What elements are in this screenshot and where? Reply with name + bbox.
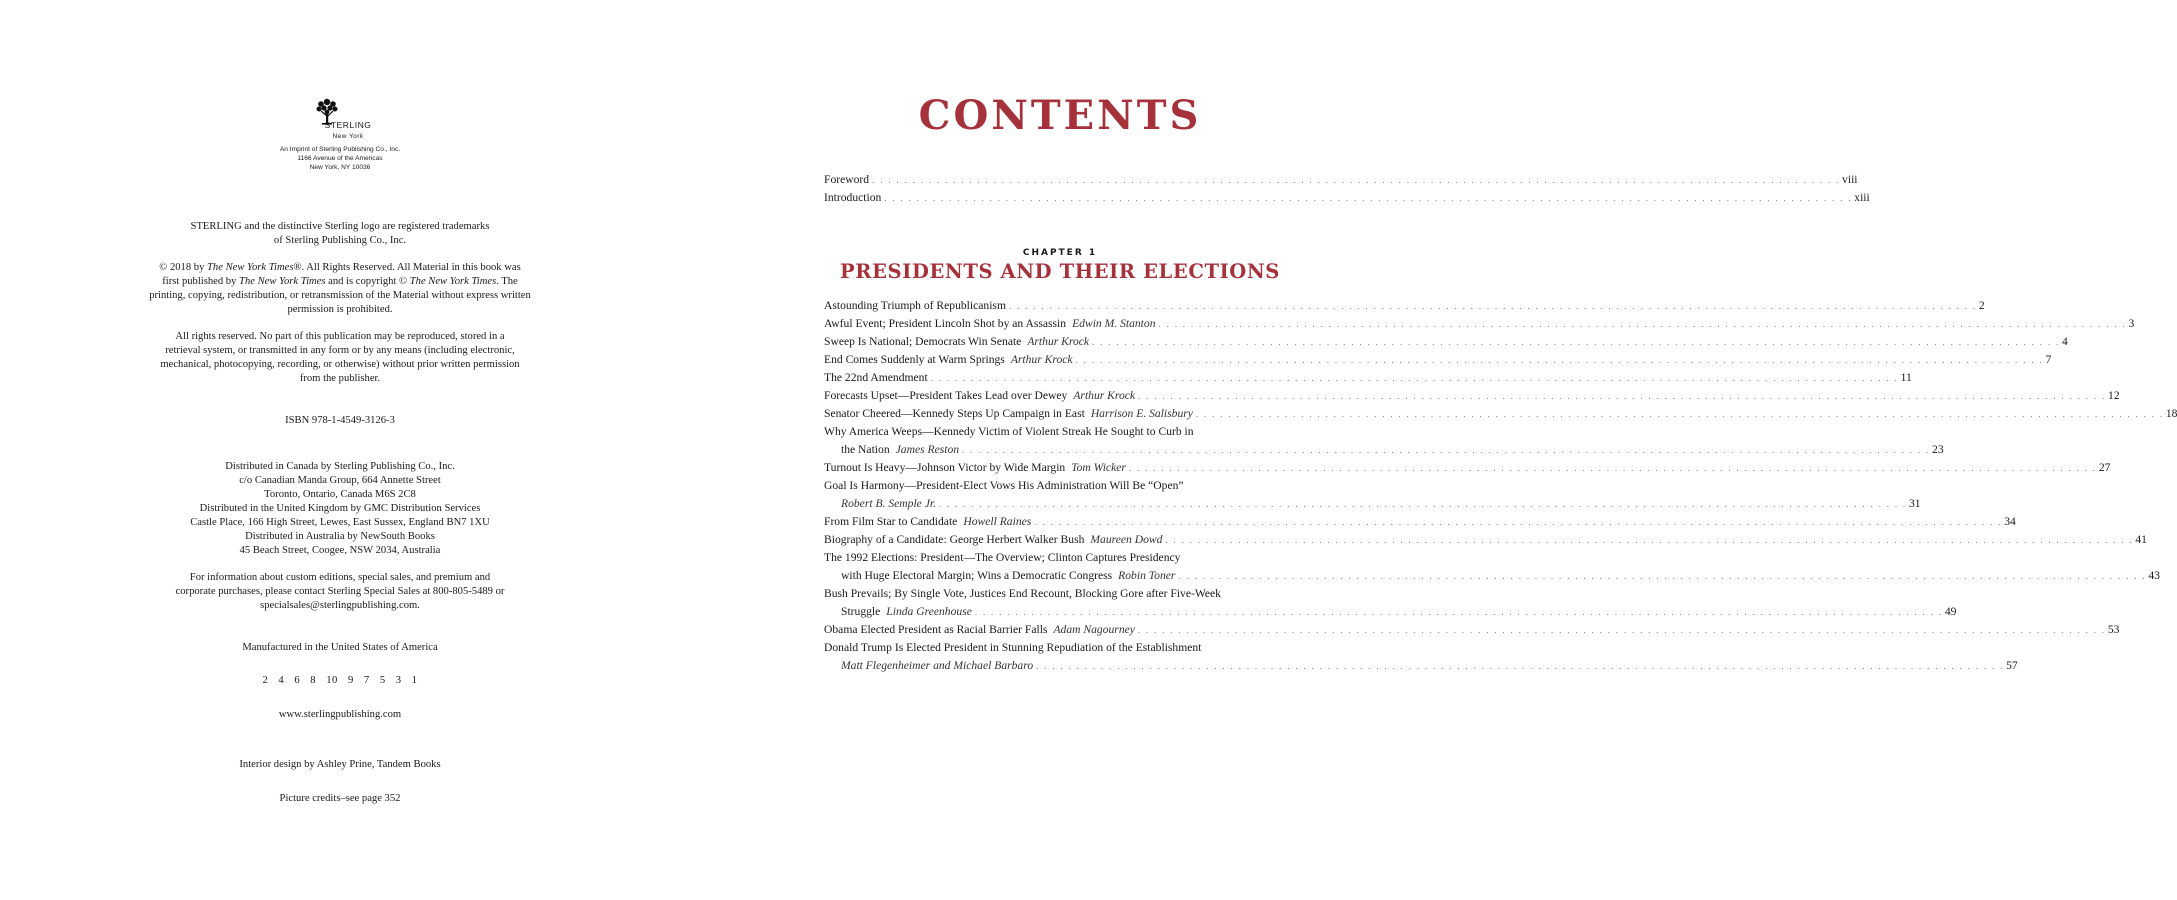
toc-entry-page: 27 — [2098, 461, 2111, 474]
copyright-line: first published by The New York Times and is copyright © The New York Times. The — [162, 276, 518, 287]
toc-entry-title: Why America Weeps—Kennedy Victim of Violent Streak He Sought to Curb in — [824, 425, 1194, 438]
toc-entry-author: Maureen Dowd — [1090, 533, 1163, 546]
toc-entry-title: Forecasts Upset—President Takes Lead over Dewey — [824, 389, 1068, 402]
toc-entry-page: 34 — [2004, 515, 2016, 528]
distribution-line: Toronto, Ontario, Canada M6S 2C8 — [264, 489, 416, 500]
copyright-line: © 2018 by The New York Times®. All Rights Reserved. All Material in this book was — [159, 262, 521, 273]
copyright-line: printing, copying, redistribution, or retransmission of the Material without express written — [149, 290, 531, 301]
toc-entry-title: End Comes Suddenly at Warm Springs — [824, 353, 1005, 366]
toc-entry — [824, 477, 1296, 495]
toc-entry — [824, 315, 2135, 333]
toc-entry — [824, 639, 1296, 657]
toc-entry-title: Senator Cheered—Kennedy Steps Up Campaign in East — [824, 407, 1085, 420]
toc-entry-title: The 1992 Elections: President—The Overview; Clinton Captures Presidency — [824, 551, 1181, 564]
logo-name: STERLING — [324, 120, 372, 130]
toc-entry-title: Goal Is Harmony—President-Elect Vows His Administration Will Be “Open” — [824, 479, 1184, 492]
front-matter-entry — [824, 171, 1858, 189]
special-sales-info — [130, 571, 550, 613]
toc-entry-title: Astounding Triumph of Republicanism — [824, 299, 1006, 312]
toc-entry-page: 18 — [2165, 407, 2177, 420]
toc-entry-page: xiii — [1854, 191, 1870, 204]
toc-entry-page: 49 — [1944, 605, 1957, 618]
dot-leader: . . . . . . . . . . . . . . . . . . . . . . . . . . . . . . . . . . . . . . . . . . . . . . . . . . . . . . . . . . . . . . . . . . . . . . . . . . . . . . . . . . . . . . . . . . . . . . . . . . . . . . . . . . . . . . . . . . . . . . . . — [1036, 661, 2005, 671]
distribution-info — [130, 460, 550, 558]
dot-leader: . . . . . . . . . . . . . . . . . . . . . . . . . . . . . . . . . . . . . . . . . . . . . . . . . . . . . . . . . . . . . . . . . . . . . . . . . . . . . . . . . . . . . . . . . . . . . . . . . . . . . . . . . . . . . . . . . . . . . . . . — [962, 445, 1931, 455]
publisher-logo — [130, 96, 550, 141]
toc-entry-page: 23 — [1932, 443, 1944, 456]
imprint-line: An Imprint of Sterling Publishing Co., Inc. — [279, 146, 401, 153]
toc-entry-author: Howell Raines — [963, 515, 1032, 528]
dot-leader: . . . . . . . . . . . . . . . . . . . . . . . . . . . . . . . . . . . . . . . . . . . . . . . . . . . . . . . . . . . . . . . . . . . . . . . . . . . . . . . . . . . . . . . . . . . . . . . . . . . . . . . . . . . . . . . . . . . . . . . . — [1138, 391, 2107, 401]
dot-leader: . . . . . . . . . . . . . . . . . . . . . . . . . . . . . . . . . . . . . . . . . . . . . . . . . . . . . . . . . . . . . . . . . . . . . . . . . . . . . . . . . . . . . . . . . . . . . . . . . . . . . . . . . . . . . . . . . . . . . . . . — [1195, 409, 2164, 419]
toc-entry — [824, 513, 2016, 531]
toc-entry-author: Tom Wicker — [1071, 461, 1126, 474]
toc-entry — [824, 423, 1296, 441]
toc-entry-author: Matt Flegenheimer and Michael Barbaro — [841, 659, 1034, 672]
toc-entry — [824, 657, 2018, 675]
dot-leader: . . . . . . . . . . . . . . . . . . . . . . . . . . . . . . . . . . . . . . . . . . . . . . . . . . . . . . . . . . . . . . . . . . . . . . . . . . . . . . . . . . . . . . . . . . . . . . . . . . . . . . . . . . . . . . . . . . . . . . . . — [1075, 355, 2044, 365]
rights-line: All rights reserved. No part of this publication may be reproduced, stored in a — [175, 331, 505, 342]
copyright-notice — [130, 261, 550, 317]
sales-line: corporate purchases, please contact Sterling Special Sales at 800-805-5489 or — [175, 586, 505, 597]
toc-entry-author: Adam Nagourney — [1053, 623, 1135, 636]
dot-leader: . . . . . . . . . . . . . . . . . . . . . . . . . . . . . . . . . . . . . . . . . . . . . . . . . . . . . . . . . . . . . . . . . . . . . . . . . . . . . . . . . . . . . . . . . . . . . . . . . . . . . . . . . . . . . . . . . . . . . . . . — [1178, 571, 2147, 581]
contents-page — [824, 92, 2177, 675]
toc-entry-page: viii — [1842, 173, 1858, 186]
toc-entry-title: From Film Star to Candidate — [824, 515, 958, 528]
toc-entry — [824, 351, 2052, 369]
toc-entry-author: Harrison E. Salisbury — [1090, 407, 1193, 420]
toc-entry-author: Arthur Krock — [1027, 335, 1090, 348]
toc-entry — [824, 441, 1944, 459]
toc-entry-page: 41 — [2135, 533, 2147, 546]
print-line: 2 4 6 8 10 9 7 5 3 1 — [262, 675, 418, 686]
copyright-line: permission is prohibited. — [287, 304, 393, 315]
dot-leader: . . . . . . . . . . . . . . . . . . . . . . . . . . . . . . . . . . . . . . . . . . . . . . . . . . . . . . . . . . . . . . . . . . . . . . . . . . . . . . . . . . . . . . . . . . . . . . . . . . . . . . . . . . . . . . . . . . . . . . . . — [884, 193, 1853, 203]
dot-leader: . . . . . . . . . . . . . . . . . . . . . . . . . . . . . . . . . . . . . . . . . . . . . . . . . . . . . . . . . . . . . . . . . . . . . . . . . . . . . . . . . . . . . . . . . . . . . . . . . . . . . . . . . . . . . . . . . . . . . . . . — [1158, 319, 2127, 329]
chapter-entry-list — [824, 297, 2177, 675]
distribution-line: Distributed in Canada by Sterling Publishing Co., Inc. — [225, 461, 455, 472]
toc-entry-page: 3 — [2128, 317, 2135, 330]
toc-entry — [824, 585, 1296, 603]
toc-entry — [824, 405, 2177, 423]
toc-entry-page: 11 — [1900, 371, 1912, 384]
toc-entry-author: Robert B. Semple Jr. — [841, 497, 936, 510]
toc-entry-page: 12 — [2108, 389, 2120, 402]
toc-entry-page: 43 — [2148, 569, 2160, 582]
toc-entry-page: 7 — [2045, 353, 2052, 366]
toc-entry-title: Awful Event; President Lincoln Shot by an Assassin — [824, 317, 1067, 330]
dot-leader: . . . . . . . . . . . . . . . . . . . . . . . . . . . . . . . . . . . . . . . . . . . . . . . . . . . . . . . . . . . . . . . . . . . . . . . . . . . . . . . . . . . . . . . . . . . . . . . . . . . . . . . . . . . . . . . . . . . . . . . . — [930, 373, 1899, 383]
dot-leader: . . . . . . . . . . . . . . . . . . . . . . . . . . . . . . . . . . . . . . . . . . . . . . . . . . . . . . . . . . . . . . . . . . . . . . . . . . . . . . . . . . . . . . . . . . . . . . . . . . . . . . . . . . . . . . . . . . . . . . . . — [1128, 463, 2097, 473]
toc-entry-title: Bush Prevails; By Single Vote, Justices End Recount, Blocking Gore after Five-Week — [824, 587, 1221, 600]
toc-entry-page: 2 — [1978, 299, 1985, 312]
toc-entry-title: the Nation — [841, 443, 890, 456]
contents-heading: CONTENTS — [918, 92, 1202, 139]
dot-leader: . . . . . . . . . . . . . . . . . . . . . . . . . . . . . . . . . . . . . . . . . . . . . . . . . . . . . . . . . . . . . . . . . . . . . . . . . . . . . . . . . . . . . . . . . . . . . . . . . . . . . . . . . . . . . . . . . . . . . . . . — [1008, 301, 1977, 311]
dot-leader: . . . . . . . . . . . . . . . . . . . . . . . . . . . . . . . . . . . . . . . . . . . . . . . . . . . . . . . . . . . . . . . . . . . . . . . . . . . . . . . . . . . . . . . . . . . . . . . . . . . . . . . . . . . . . . . . . . . . . . . . — [1137, 625, 2106, 635]
toc-entry — [824, 549, 1296, 567]
imprint-address — [130, 145, 550, 172]
toc-entry-title: Obama Elected President as Racial Barrier Falls — [824, 623, 1048, 636]
toc-entry-author: Edwin M. Stanton — [1072, 317, 1156, 330]
logo-city: New York — [332, 133, 364, 140]
manufactured-notice: Manufactured in the United States of America — [242, 642, 438, 653]
dot-leader: . . . . . . . . . . . . . . . . . . . . . . . . . . . . . . . . . . . . . . . . . . . . . . . . . . . . . . . . . . . . . . . . . . . . . . . . . . . . . . . . . . . . . . . . . . . . . . . . . . . . . . . . . . . . . . . . . . . . . . . . — [974, 607, 1943, 617]
toc-entry-author: Robin Toner — [1118, 569, 1176, 582]
toc-entry — [824, 495, 1921, 513]
distribution-line: Distributed in Australia by NewSouth Books — [245, 531, 435, 542]
distribution-line: c/o Canadian Manda Group, 664 Annette Street — [239, 475, 441, 486]
copyright-page — [130, 96, 550, 806]
toc-entry — [824, 531, 2147, 549]
toc-entry-author: Linda Greenhouse — [886, 605, 972, 618]
website: www.sterlingpublishing.com — [278, 709, 402, 720]
rights-notice — [130, 330, 550, 386]
distribution-line: Castle Place, 166 High Street, Lewes, East Sussex, England BN7 1XU — [190, 517, 490, 528]
dot-leader: . . . . . . . . . . . . . . . . . . . . . . . . . . . . . . . . . . . . . . . . . . . . . . . . . . . . . . . . . . . . . . . . . . . . . . . . . . . . . . . . . . . . . . . . . . . . . . . . . . . . . . . . . . . . . . . . . . . . . . . . — [872, 175, 1841, 185]
toc-entry — [824, 603, 1957, 621]
dot-leader: . . . . . . . . . . . . . . . . . . . . . . . . . . . . . . . . . . . . . . . . . . . . . . . . . . . . . . . . . . . . . . . . . . . . . . . . . . . . . . . . . . . . . . . . . . . . . . . . . . . . . . . . . . . . . . . . . . . . . . . . — [1165, 535, 2134, 545]
toc-entry-author: Arthur Krock — [1073, 389, 1136, 402]
rights-line: from the publisher. — [299, 373, 381, 384]
chapter-title: PRESIDENTS AND THEIR ELECTIONS — [840, 260, 1280, 283]
toc-entry — [824, 297, 1985, 315]
design-credit: Interior design by Ashley Prine, Tandem Books — [239, 759, 441, 770]
isbn: ISBN 978-1-4549-3126-3 — [285, 415, 395, 426]
toc-entry — [824, 459, 2111, 477]
trademark-line: of Sterling Publishing Co., Inc. — [273, 235, 407, 246]
toc-entry-title: Biography of a Candidate: George Herbert Walker Bush — [824, 533, 1085, 546]
toc-entry-page: 53 — [2107, 623, 2120, 636]
distribution-line: 45 Beach Street, Coogee, NSW 2034, Australia — [239, 545, 441, 556]
toc-entry — [824, 333, 2068, 351]
toc-entry — [824, 567, 2160, 585]
toc-entry-title: Sweep Is National; Democrats Win Senate — [824, 335, 1022, 348]
front-matter-list — [824, 171, 1870, 207]
toc-entry-title: with Huge Electoral Margin; Wins a Democratic Congress — [841, 569, 1113, 582]
dot-leader: . . . . . . . . . . . . . . . . . . . . . . . . . . . . . . . . . . . . . . . . . . . . . . . . . . . . . . . . . . . . . . . . . . . . . . . . . . . . . . . . . . . . . . . . . . . . . . . . . . . . . . . . . . . . . . . . . . . . . . . . — [938, 499, 1907, 509]
toc-entry — [824, 369, 1912, 387]
toc-entry-title: Foreword — [824, 173, 870, 186]
imprint-line: New York, NY 10036 — [309, 164, 371, 171]
dot-leader: . . . . . . . . . . . . . . . . . . . . . . . . . . . . . . . . . . . . . . . . . . . . . . . . . . . . . . . . . . . . . . . . . . . . . . . . . . . . . . . . . . . . . . . . . . . . . . . . . . . . . . . . . . . . . . . . . . . . . . . . — [1092, 337, 2061, 347]
toc-entry-title: Donald Trump Is Elected President in Stunning Repudiation of the Establishment — [824, 641, 1202, 654]
toc-entry — [824, 621, 2120, 639]
imprint-line: 1166 Avenue of the Americas — [297, 155, 383, 162]
chapter-label: CHAPTER 1 — [1022, 248, 1098, 258]
sales-line: specialsales@sterlingpublishing.com. — [260, 600, 420, 611]
rights-line: retrieval system, or transmitted in any form or by any means (including electronic, — [165, 345, 515, 356]
toc-entry-title: Introduction — [824, 191, 882, 204]
toc-entry-title: Struggle — [841, 605, 881, 618]
trademark-notice — [130, 220, 550, 248]
toc-entry-author: Arthur Krock — [1010, 353, 1073, 366]
dot-leader: . . . . . . . . . . . . . . . . . . . . . . . . . . . . . . . . . . . . . . . . . . . . . . . . . . . . . . . . . . . . . . . . . . . . . . . . . . . . . . . . . . . . . . . . . . . . . . . . . . . . . . . . . . . . . . . . . . . . . . . . — [1034, 517, 2003, 527]
toc-entry-page: 57 — [2006, 659, 2018, 672]
rights-line: mechanical, photocopying, recording, or otherwise) without prior written permission — [160, 359, 520, 370]
toc-entry-title: The 22nd Amendment — [824, 371, 928, 384]
toc-entry — [824, 387, 2120, 405]
toc-entry-title: Turnout Is Heavy—Johnson Victor by Wide Margin — [824, 461, 1066, 474]
sales-line: For information about custom editions, special sales, and premium and — [189, 572, 491, 583]
trademark-line: STERLING and the distinctive Sterling logo are registered trademarks — [190, 221, 490, 232]
distribution-line: Distributed in the United Kingdom by GMC Distribution Services — [199, 503, 481, 514]
toc-entry-page: 4 — [2062, 335, 2068, 348]
front-matter-entry — [824, 189, 1870, 207]
picture-credits: Picture credits–see page 352 — [279, 793, 401, 804]
toc-entry-author: James Reston — [895, 443, 960, 456]
toc-entry-page: 31 — [1908, 497, 1921, 510]
